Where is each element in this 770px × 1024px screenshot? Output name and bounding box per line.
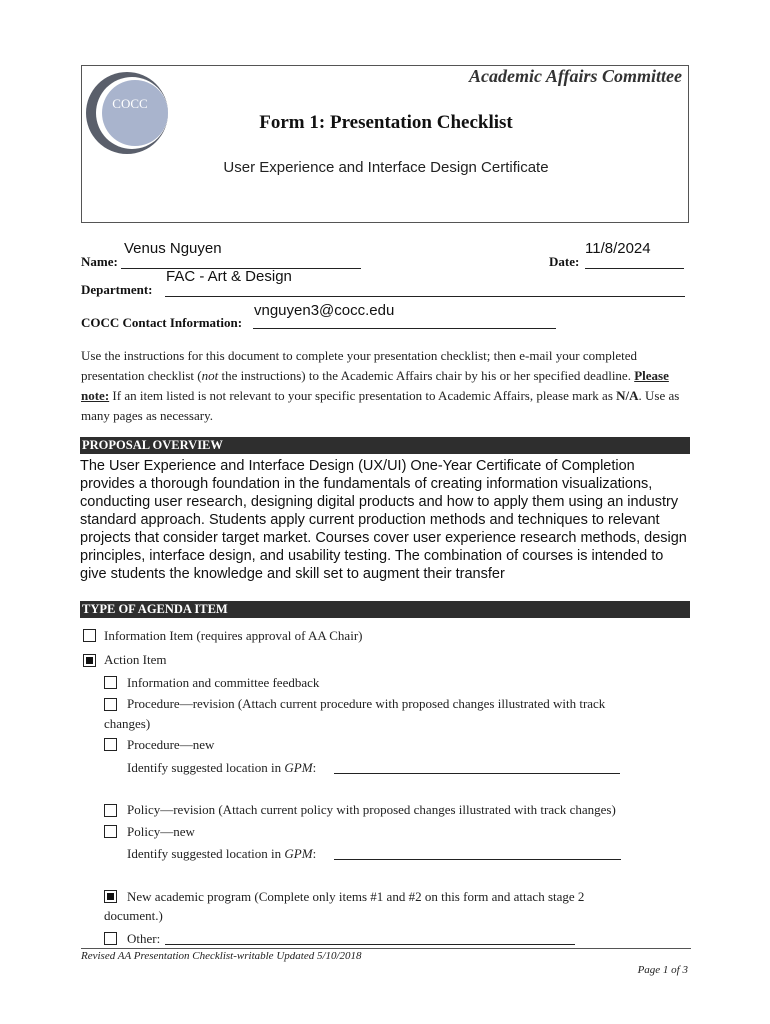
checkbox-fill	[86, 657, 93, 664]
department-value[interactable]: FAC - Art & Design	[166, 268, 292, 285]
other-checkbox[interactable]	[104, 932, 117, 945]
other-label: Other:	[127, 931, 161, 946]
contact-value[interactable]: vnguyen3@cocc.edu	[254, 302, 395, 319]
contact-label: COCC Contact Information:	[81, 315, 243, 330]
policy-gpm-prompt: Identify suggested location in GPM:	[127, 846, 317, 861]
policy-revision-checkbox[interactable]	[104, 804, 117, 817]
name-value[interactable]: Venus Nguyen	[124, 240, 222, 257]
action-item-checkbox[interactable]	[83, 654, 96, 667]
procedure-gpm-prompt: Identify suggested location in GPM:	[127, 760, 317, 775]
page-number: Page 1 of 3	[637, 964, 688, 976]
procedure-revision-label-cont: changes)	[104, 716, 151, 731]
other-line[interactable]	[165, 944, 575, 945]
action-item-label: Action Item	[104, 652, 167, 667]
footer-revision-note: Revised AA Presentation Checklist-writable Updated 5/10/2018	[81, 950, 362, 962]
policy-revision-label: Policy—revision (Attach current policy with proposed changes illustrated with track changes)	[127, 802, 616, 817]
logo-text: COCC	[112, 96, 148, 111]
info-feedback-label: Information and committee feedback	[127, 675, 320, 690]
form-title: Form 1: Presentation Checklist	[259, 112, 513, 133]
contact-line	[253, 328, 556, 329]
new-program-label: New academic program (Complete only items #1 and #2 on this form and attach stage 2	[127, 889, 585, 904]
policy-gpm-line[interactable]	[334, 859, 621, 860]
proposal-overview-heading: PROPOSAL OVERVIEW	[80, 437, 690, 454]
proposal-overview-text[interactable]: The User Experience and Interface Design (UX/UI) One-Year Certificate of Completion provides a thorough foundation in the fundamentals of creating information visualizations, conducting user research, designing digital products and how to apply them using an industry standard approach. Students apply current production methods and techniques to relevant projects that consider target market. Courses cover user experience research methods, design principles, interface design, and usability testing. The combination of courses is intended to give students the knowledge and skill set to augment their transfer	[80, 458, 687, 582]
form-subtitle: User Experience and Interface Design Certificate	[223, 159, 549, 176]
procedure-gpm-line[interactable]	[334, 773, 620, 774]
committee-name: Academic Affairs Committee	[469, 66, 682, 86]
department-line	[165, 296, 685, 297]
header-box	[81, 65, 689, 223]
policy-new-label: Policy—new	[127, 824, 195, 839]
instructions: Use the instructions for this document to complete your presentation checklist; then e-mail your completed presentation checklist (not the instructions) to the Academic Affairs chair by his or her specified deadline. Please note: If an item listed is not relevant to your specific presentation to Academic Affairs, please mark as N/A. Use as many pages as necessary.	[81, 348, 680, 423]
checkbox-fill	[107, 893, 114, 900]
procedure-new-label: Procedure—new	[127, 737, 215, 752]
footer-divider	[81, 948, 691, 949]
new-program-label-cont: document.)	[104, 908, 163, 923]
info-feedback-checkbox[interactable]	[104, 676, 117, 689]
procedure-revision-label: Procedure—revision (Attach current procedure with proposed changes illustrated with track	[127, 696, 606, 711]
agenda-type-heading: TYPE OF AGENDA ITEM	[80, 601, 690, 618]
procedure-new-checkbox[interactable]	[104, 738, 117, 751]
date-label: Date:	[549, 254, 580, 269]
policy-new-checkbox[interactable]	[104, 825, 117, 838]
new-program-checkbox[interactable]	[104, 890, 117, 903]
procedure-revision-checkbox[interactable]	[104, 698, 117, 711]
date-line	[585, 268, 684, 269]
department-label: Department:	[81, 282, 153, 297]
information-item-checkbox[interactable]	[83, 629, 96, 642]
information-item-label: Information Item (requires approval of AA Chair)	[104, 628, 363, 643]
name-label: Name:	[81, 254, 118, 269]
date-value[interactable]: 11/8/2024	[585, 240, 651, 257]
